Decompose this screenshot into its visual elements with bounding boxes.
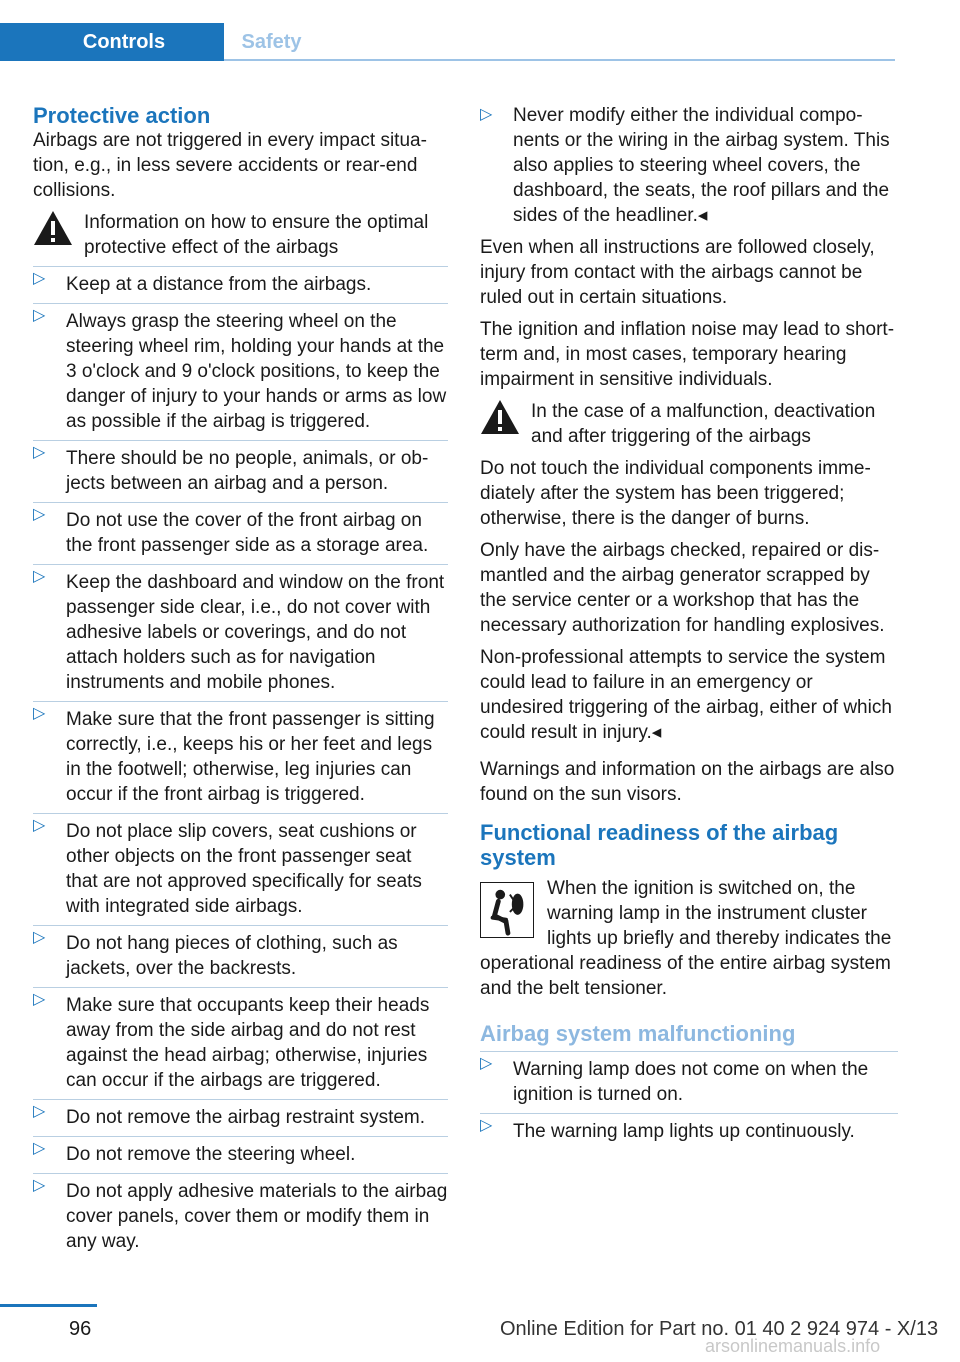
airbag-warning-lamp-icon [480,882,534,938]
warning-text: Information on how to ensure the optimal protective effect of the airbags [84,212,429,258]
list-item-text: Always grasp the steering wheel on the steering wheel rim, holding your hands at the 3 o'clock and 9 o'clock positions, to keep the danger of injury to your hands or arms as low as possible if the airbag is triggered. [66,311,447,432]
bullet-triangle-icon: ▷ [33,444,46,461]
warning-block-malfunction [480,399,898,449]
paragraph-injury: Even when all instructions are followed closely, injury from contact with the airbags cannot be ruled out in certain situations. [480,237,875,308]
list-item [33,564,448,695]
list-item-text: Keep the dashboard and window on the front passenger side clear, i.e., do not cover with adhesive labels or coverings, and do not attach holders such as for navigation instruments and mobile phones. [66,572,445,693]
list-item-text: Never modify either the individual components or the wiring in the airbag system. This also applies to steering wheel covers, the dashboard, the seats, the roof pillars and the sides of the headliner.◂ [513,105,890,226]
malfunction-list [480,1051,898,1144]
list-item-text: Do not hang pieces of clothing, such as jackets, over the backrests. [66,933,398,979]
list-item-text: Warning lamp does not come on when the ignition is turned on. [513,1059,869,1105]
bullet-triangle-icon: ▷ [480,106,493,123]
left-column [33,103,448,1261]
bullet-triangle-icon: ▷ [33,929,46,946]
list-item-text: Do not remove the airbag restraint system. [66,1107,426,1128]
tab-controls[interactable] [0,23,224,61]
bullet-triangle-icon: ▷ [33,270,46,287]
bullet-triangle-icon: ▷ [33,817,46,834]
bullet-triangle-icon: ▷ [33,568,46,585]
paragraph-noise: The ignition and inflation noise may lead to short-term and, in most cases, temporary hearing impairment in sensitive individuals. [480,319,895,390]
readiness-text: When the ignition is switched on, the warning lamp in the instrument cluster lights up briefly and thereby indicates the operational readiness of the entire airbag system and the belt tensioner. [480,878,892,999]
warning-block [33,210,448,260]
list-item [33,813,448,919]
list-item [33,1173,448,1254]
intro-paragraph: Airbags are not triggered in every impact situation, e.g., in less severe accidents or rear-end collisions. [33,130,427,201]
right-column [480,103,898,1151]
list-item [480,103,898,228]
section-heading-functional-readiness: Functional readiness of the airbag system [480,820,839,870]
list-item-text: Do not place slip covers, seat cushions or other objects on the front passenger seat that are not approved specifically for seats with integrated side airbags. [66,821,422,917]
list-item [480,1113,898,1144]
list-item [33,303,448,434]
list-item-text: The warning lamp lights up continuously. [513,1121,855,1142]
list-item [480,1051,898,1107]
paragraph-service: Only have the airbags checked, repaired or dismantled and the airbag generator scrapped by the service center or a workshop that has the necessary authorization for handling explosives. [480,540,885,636]
bullet-triangle-icon: ▷ [480,1117,493,1134]
paragraph-sun-visors: Warnings and information on the airbags are also found on the sun visors. [480,759,895,805]
paragraph-nonprofessional: Non-professional attempts to service the system could lead to failure in an emergency or undesired triggering of the airbag, either of which could result in injury.◂ [480,647,892,743]
list-item-text: Do not use the cover of the front airbag on the front passenger side as a storage area. [66,510,429,556]
bullet-triangle-icon: ▷ [33,506,46,523]
list-item [33,440,448,496]
list-item [33,987,448,1093]
list-item-text: Make sure that the front passenger is sitting correctly, i.e., keeps his or her feet and legs in the footwell; otherwise, leg injuries can occur if the front airbag is triggered. [66,709,435,805]
list-item [33,266,448,297]
tab-safety[interactable] [224,23,319,61]
footer-rule [0,1304,97,1307]
bullet-triangle-icon: ▷ [33,1177,46,1194]
tab-divider [224,59,895,61]
list-item [33,1099,448,1130]
list-item-text: Do not apply adhesive materials to the airbag cover panels, cover them or modify them in any way. [66,1181,448,1252]
list-item [33,1136,448,1167]
section-heading-protective-action: Protective action [33,103,211,128]
watermark: arsonlinemanuals.info [705,1336,881,1356]
list-item [33,701,448,807]
tab-controls-label: Controls [82,30,166,53]
list-item [33,502,448,558]
bullet-triangle-icon: ▷ [33,991,46,1008]
page-number: 96 [69,1318,92,1340]
paragraph-burns: Do not touch the individual components immediately after the system has been triggered; otherwise, there is the danger of burns. [480,458,871,529]
bullet-triangle-icon: ▷ [33,307,46,324]
section-subheading-malfunction: Airbag system malfunctioning [480,1021,796,1046]
precautions-list-continued [480,103,898,228]
list-item [33,925,448,981]
section-tabs [0,23,895,61]
list-item-text: Make sure that occupants keep their heads away from the side airbag and do not rest against the head airbag; otherwise, injuries can occur if the airbags are triggered. [66,995,430,1091]
bullet-triangle-icon: ▷ [33,1103,46,1120]
list-item-text: Do not remove the steering wheel. [66,1144,356,1165]
warning-triangle-icon [480,399,520,435]
readiness-block [480,876,898,1001]
precautions-list [33,266,448,1254]
list-item-text: There should be no people, animals, or objects between an airbag and a person. [66,448,429,494]
warning-text: In the case of a malfunction, deactivation and after triggering of the airbags [531,401,876,447]
tab-safety-label: Safety [241,30,302,53]
bullet-triangle-icon: ▷ [480,1055,493,1072]
warning-triangle-icon [33,210,73,246]
edition-text: Online Edition for Part no. 01 40 2 924 974 - X/13 [500,1318,939,1340]
bullet-triangle-icon: ▷ [33,705,46,722]
list-item-text: Keep at a distance from the airbags. [66,274,372,295]
bullet-triangle-icon: ▷ [33,1140,46,1157]
